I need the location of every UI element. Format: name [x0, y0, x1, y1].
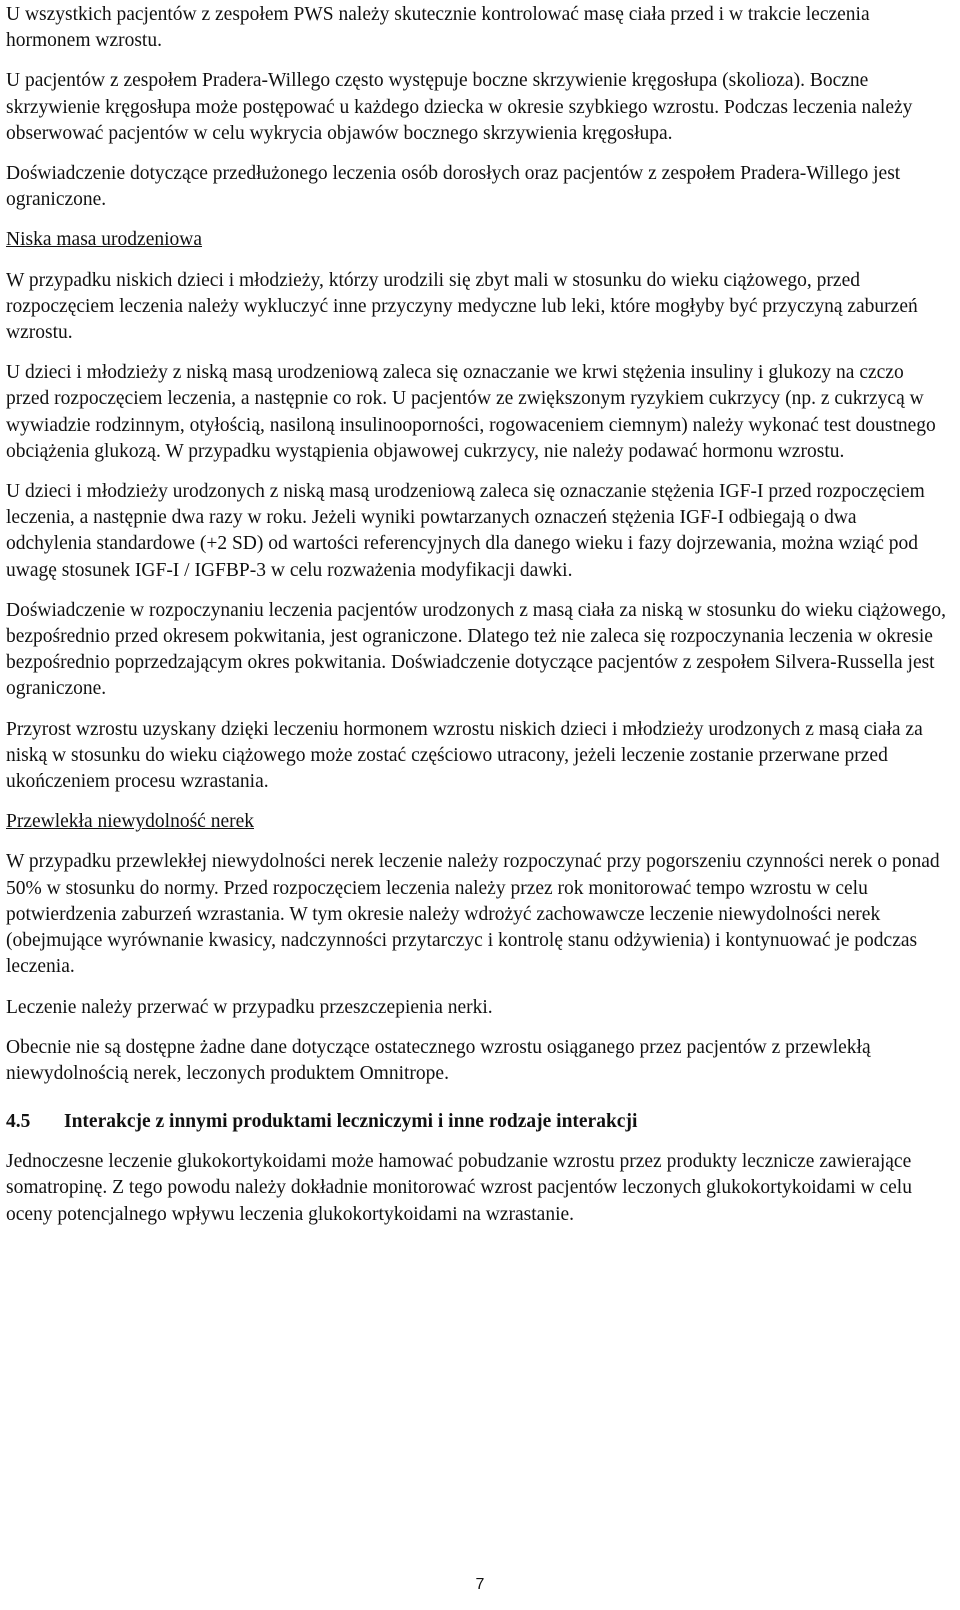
paragraph-scoliosis: U pacjentów z zespołem Pradera-Willego często występuje boczne skrzywienie kręgosłupa (skolioza). Boczne skrzywienie kręgosłupa może postępować u każdego dziecka w okresie szybkiego wzrostu. Podczas leczenia należy obserwować pacjentów w celu wykrycia objawów bocznego skrzywienia kręgosłupa. [6, 70, 913, 144]
paragraph-glucocorticoids: Jednoczesne leczenie glukokortykoidami może hamować pobudzanie wzrostu przez produkty lecznicze zawierające somatropinę. Z tego powodu należy dokładnie monitorować wzrost pacjentów leczonych glukokortykoidami w celu oceny potencjalnego wpływu leczenia glukokortykoidami na wzrastanie. [6, 1151, 912, 1225]
paragraph-growth-loss: Przyrost wzrostu uzyskany dzięki leczeniu hormonem wzrostu niskich dzieci i młodzieży urodzonych z masą ciała za niską w stosunku do wieku ciążowego może zostać częściowo utracony, jeżeli leczenie zostanie przerwane przed ukończeniem procesu wzrastania. [6, 718, 923, 793]
paragraph-sga-exclusion: W przypadku niskich dzieci i młodzieży, którzy urodzili się zbyt mali w stosunku do wieku ciążowego, przed rozpoczęciem leczenia należy wykluczyć inne przyczyny medyczne lub leki, które mogłyby być przyczyną zaburzeń wzrostu. [6, 269, 918, 344]
section-heading-4-5 [6, 1109, 946, 1135]
paragraph-pws-weight: U wszystkich pacjentów z zespołem PWS należy skutecznie kontrolować masę ciała przed i w trakcie leczenia hormonem wzrostu. [6, 4, 870, 52]
subheading-chronic-renal: Przewlekła niewydolność nerek [6, 811, 254, 833]
paragraph-final-height: Obecnie nie są dostępne żadne dane dotyczące ostatecznego wzrostu osiąganego przez pacjentów z przewlekłą niewydolnością nerek, leczonych produktem Omnitrope. [6, 1036, 871, 1084]
section-number: 4.5 [6, 1111, 31, 1133]
paragraph-igf: U dzieci i młodzieży urodzonych z niską masą urodzeniową zaleca się oznaczanie stężenia IGF-I przed rozpoczęciem leczenia, a następnie dwa razy w roku. Jeżeli wyniki powtarzanych oznaczeń stężenia IGF-I odbiegają o dwa odchylenia standardowe (+2 SD) od wartości referencyjnych dla danego wieku i fazy dojrzewania, można wziąć pod uwagę stosunek IGF-I / IGFBP-3 w celu rozważenia modyfikacji dawki. [6, 481, 925, 581]
page-number: 7 [475, 1576, 485, 1593]
subheading-low-birth-weight: Niska masa urodzeniowa [6, 229, 203, 251]
section-title: Interakcje z innymi produktami leczniczymi i inne rodzaje interakcji [64, 1111, 638, 1133]
paragraph-puberty: Doświadczenie w rozpoczynaniu leczenia pacjentów urodzonych z masą ciała za niską w stosunku do wieku ciążowego, bezpośrednio przed okresem pokwitania, jest ograniczone. Dlatego też nie zaleca się rozpoczynania leczenia w okresie bezpośrednio poprzedzającym okres pokwitania. Doświadczenie dotyczące pacjentów z zespołem Silvera-Russella jest ograniczone. [6, 599, 946, 700]
document-page [6, 0, 946, 1228]
paragraph-transplant: Leczenie należy przerwać w przypadku przeszczepienia nerki. [6, 996, 493, 1018]
paragraph-renal-treatment: W przypadku przewlekłej niewydolności nerek leczenie należy rozpoczynać przy pogorszeniu czynności nerek o ponad 50% w stosunku do normy. Przed rozpoczęciem leczenia należy przez rok monitorować tempo wzrostu w celu potwierdzenia zaburzeń wzrastania. W tym okresie należy wdrożyć zachowawcze leczenie niewydolności nerek (obejmujące wyrównanie kwasicy, nadczynności przytarczyc i kontrolę stanu odżywienia) i kontynuować je podczas leczenia. [6, 851, 940, 978]
paragraph-insulin-glucose: U dzieci i młodzieży z niską masą urodzeniową zaleca się oznaczanie we krwi stężenia insuliny i glukozy na czczo przed rozpoczęciem leczenia, a następnie co rok. U pacjentów ze zwiększonym ryzykiem cukrzycy (np. z cukrzycą w wywiadzie rodzinnym, otyłością, nasiloną insulinooporności, rogowaceniem ciemnym) należy wykonać test doustnego obciążenia glukozą. W przypadku wystąpienia objawowej cukrzycy, nie należy podawać hormonu wzrostu. [6, 362, 936, 462]
paragraph-adult-experience: Doświadczenie dotyczące przedłużonego leczenia osób dorosłych oraz pacjentów z zespołem Pradera-Willego jest ograniczone. [6, 163, 901, 211]
